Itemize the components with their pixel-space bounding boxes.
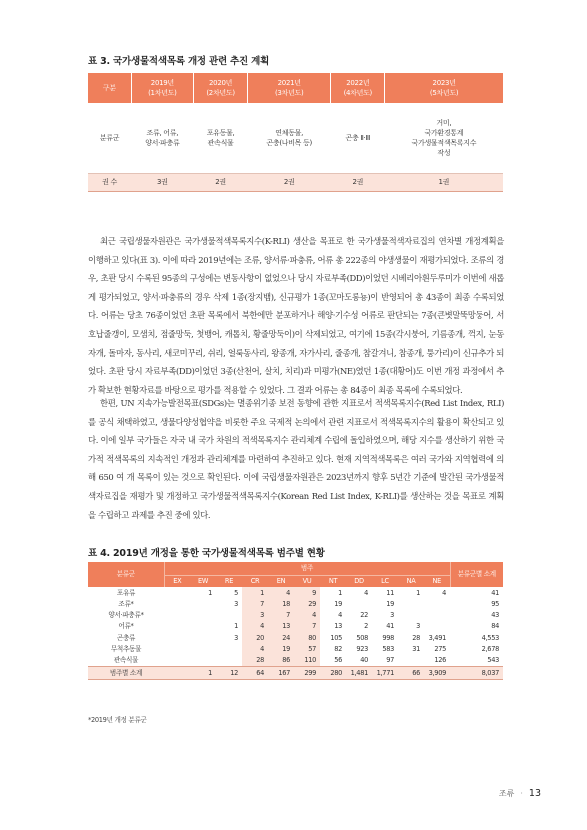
- category-header-ne: NE: [424, 575, 450, 587]
- value-cell: [164, 633, 190, 644]
- category-row-label: 분류군: [88, 103, 131, 173]
- table3-caption: [88, 53, 269, 67]
- value-cell: [164, 644, 190, 655]
- category-cell: [247, 103, 330, 173]
- value-cell: 4: [442, 589, 446, 598]
- row-label: 조류*: [118, 599, 134, 608]
- value-cell: [190, 621, 216, 632]
- value-cell: 4: [268, 587, 294, 598]
- year-text: 2023년: [432, 79, 456, 87]
- year-text: 2019년: [150, 79, 174, 87]
- value-cell: 18: [268, 598, 294, 609]
- value-cell: [190, 655, 216, 666]
- value-cell: [216, 644, 242, 655]
- status-table-subtotal-header: 분류군별 소계: [450, 562, 503, 587]
- value-cell: 28: [412, 633, 420, 642]
- value-cell: 31: [412, 645, 420, 654]
- value-cell: [216, 610, 242, 621]
- row-total: 2,678: [481, 645, 499, 654]
- value-cell: 110: [294, 655, 320, 666]
- value-cell: [164, 587, 190, 598]
- row-total: 4,553: [481, 633, 499, 642]
- count-cell: 3권: [131, 173, 194, 191]
- category-header-re: RE: [216, 575, 242, 587]
- value-cell: 29: [294, 598, 320, 609]
- table-row: [88, 587, 503, 598]
- value-cell: [398, 655, 424, 666]
- value-cell: [164, 655, 190, 666]
- cell-line: 연체동물,: [275, 128, 304, 137]
- value-cell: 1: [338, 589, 342, 598]
- value-cell: 5: [234, 589, 238, 598]
- plan-table-header-label: 구분: [88, 73, 131, 103]
- plan-table: [88, 73, 503, 192]
- status-table-header-row: [88, 562, 503, 575]
- row-label: 양서·파충류*: [108, 610, 144, 619]
- row-label: 관속식물: [113, 656, 139, 665]
- page-number: 13: [528, 788, 541, 799]
- value-cell: 57: [294, 644, 320, 655]
- value-cell: 19: [386, 599, 394, 608]
- plan-table-header-year: [385, 73, 503, 103]
- table-row: [88, 621, 503, 632]
- value-cell: 105: [330, 633, 342, 642]
- table3-caption-text: 국가생물적색목록 개정 관련 추진 계획: [113, 56, 270, 67]
- value-cell: [424, 610, 450, 621]
- value-cell: 80: [294, 633, 320, 644]
- row-total: 8,037: [450, 667, 503, 680]
- table-row: [88, 633, 503, 644]
- value-cell: 3: [416, 622, 420, 631]
- cell-line: 곤충 Ⅱ·Ⅲ: [345, 133, 370, 142]
- category-header-vu: VU: [294, 575, 320, 587]
- count-cell: 2권: [194, 173, 248, 191]
- cell-line: 국가환경통계: [424, 128, 464, 137]
- cell-line: 곤충(나비목 등): [266, 138, 312, 147]
- value-cell: 7: [268, 610, 294, 621]
- value-cell: 2: [364, 622, 368, 631]
- row-label: 어류*: [118, 622, 134, 631]
- year-text: 2022년: [346, 79, 370, 87]
- status-table-body: [88, 587, 503, 680]
- row-label: 포유류: [116, 589, 136, 598]
- value-cell: [190, 610, 216, 621]
- status-table: [88, 562, 503, 680]
- footer-section: 조류: [498, 789, 515, 798]
- value-cell: 3: [242, 610, 268, 621]
- value-cell: 41: [386, 622, 394, 631]
- value-cell: 9: [294, 587, 320, 598]
- phase-text: (4차년도): [343, 89, 372, 97]
- value-cell: 13: [334, 622, 342, 631]
- cell-line: 양서·파충류: [145, 138, 180, 147]
- row-label: 무척추동물: [110, 645, 142, 654]
- value-cell: 7: [294, 621, 320, 632]
- plan-table-header-row: [88, 73, 503, 103]
- category-cell: [194, 103, 248, 173]
- body-paragraph-1: 최근 국립생물자원관은 국가생물적색목록지수(K-RLI) 생산을 목표로 한 국가생물적색자료집의 연차별 개정계획을 이행하고 있다(표 3). 이에 따라 2019년에는 조류, 양서류·파충류, 어류 총 222종의 야생생물이 재평가되었다. 조류의 경우, 초판 당시 수록된 95종의 구성에는 변동사항이 없었으나 당시 자료부족(DD)이었던 시베리아흰두루미가 이번에 새롭게 평가되었고, 양서·파충류의 경우 삭제 1종(장지뱀), 신규평가 1종(꼬마도롱뇽)이 반영되어 총 43종이 최종 수록되었다. 어류는 당초 76종이었던 초판 목록에서 북한에만 분포하거나 해양·기수성 어류로 판단되는 7종(큰볏말뚝망둥어, 서호납줄갱이, 모샘치, 점줄망둑, 첫뱅어, 캐톱치, 황줄망둑이)이 삭제되었고, 여기에 15종(각시붕어, 기름종개, 꺽지, 눈동자개, 돌마자, 동사리, 새코미꾸리, 쉬리, 얼룩동사리, 왕종개, 자가사리, 줄종개, 참갈겨니, 참종개, 퉁가리)이 신규추가 되었다. 초판 당시 자료부족(DD)이었던 3종(산천어, 살치, 치리)과 미평가(NE)였던 1종(대황어)도 이번 개정 과정에서 추가 확보한 현황자료를 바탕으로 평가를 적용할 수 있었다. 그 결과 어류는 총 84종이 최종 목록에 수록되었다.: [88, 236, 504, 395]
- cell-line: 조류, 어류,: [146, 128, 179, 137]
- plan-table-header-year: [131, 73, 194, 103]
- value-cell: [164, 610, 190, 621]
- value-cell: 86: [268, 655, 294, 666]
- value-cell: 3: [390, 610, 394, 619]
- value-cell: [424, 598, 450, 609]
- value-cell: 126: [434, 656, 446, 665]
- table-row: [88, 644, 503, 655]
- value-cell: 7: [242, 598, 268, 609]
- category-header-dd: DD: [346, 575, 372, 587]
- value-cell: 299: [294, 667, 320, 680]
- value-cell: 4: [364, 589, 368, 598]
- category-cell: [331, 103, 385, 173]
- value-cell: 167: [268, 667, 294, 680]
- table-row: [88, 610, 503, 621]
- cell-line: 작성: [437, 148, 451, 157]
- value-cell: 998: [382, 633, 394, 642]
- table-row: [88, 598, 503, 609]
- value-cell: [164, 667, 190, 680]
- value-cell: 1,481: [346, 667, 372, 680]
- category-header-ew: EW: [190, 575, 216, 587]
- value-cell: 4: [294, 610, 320, 621]
- table4-caption-number: 표 4.: [88, 548, 110, 559]
- plan-table-count-row: [88, 173, 503, 191]
- plan-table-header-year: [247, 73, 330, 103]
- category-header-nt: NT: [320, 575, 346, 587]
- value-cell: 3,909: [424, 667, 450, 680]
- value-cell: 24: [268, 633, 294, 644]
- value-cell: 64: [242, 667, 268, 680]
- value-cell: 275: [434, 645, 446, 654]
- row-total: 95: [491, 599, 499, 608]
- value-cell: 1: [242, 587, 268, 598]
- value-cell: [164, 621, 190, 632]
- value-cell: 3: [234, 633, 238, 642]
- row-total: 84: [491, 622, 499, 631]
- value-cell: 19: [334, 599, 342, 608]
- value-cell: 4: [242, 621, 268, 632]
- plan-table-header-year: [331, 73, 385, 103]
- table4-caption-text: 2019년 개정을 통한 국가생물적색목록 범주별 현황: [113, 548, 325, 559]
- value-cell: 19: [268, 644, 294, 655]
- value-cell: 13: [268, 621, 294, 632]
- value-cell: [190, 644, 216, 655]
- category-header-en: EN: [268, 575, 294, 587]
- value-cell: 11: [386, 589, 394, 598]
- value-cell: 3: [234, 599, 238, 608]
- value-cell: [346, 598, 372, 609]
- phase-text: (5차년도): [429, 89, 459, 97]
- value-cell: 97: [386, 656, 394, 665]
- row-total: 43: [491, 610, 499, 619]
- phase-text: (2차년도): [206, 89, 235, 97]
- category-header-na: NA: [398, 575, 424, 587]
- plan-table-category-row: [88, 103, 503, 173]
- value-cell: 4: [338, 610, 342, 619]
- value-cell: 40: [360, 656, 368, 665]
- row-label: 범주별 소계: [88, 667, 164, 680]
- row-total: 41: [491, 589, 499, 598]
- footer-separator: ·: [520, 789, 523, 798]
- value-cell: [190, 633, 216, 644]
- table4-caption: [88, 545, 325, 559]
- value-cell: 22: [360, 610, 368, 619]
- value-cell: 923: [356, 645, 368, 654]
- value-cell: [398, 598, 424, 609]
- cell-line: 거미,: [436, 118, 452, 127]
- value-cell: [398, 610, 424, 621]
- cell-line: 포유동물,: [206, 128, 235, 137]
- status-table-category-group-header: 범주: [164, 562, 450, 575]
- category-header-lc: LC: [372, 575, 398, 587]
- count-row-label: 권 수: [88, 173, 131, 191]
- value-cell: [216, 655, 242, 666]
- table3-caption-number: 표 3.: [88, 56, 110, 67]
- row-label: 곤충류: [116, 633, 136, 642]
- count-cell: 2권: [247, 173, 330, 191]
- category-header-ex: EX: [164, 575, 190, 587]
- year-text: 2021년: [277, 79, 301, 87]
- value-cell: 56: [334, 656, 342, 665]
- cell-line: 관속식물: [207, 138, 234, 147]
- value-cell: 1: [208, 589, 212, 598]
- value-cell: 12: [216, 667, 242, 680]
- value-cell: 82: [334, 645, 342, 654]
- value-cell: [190, 598, 216, 609]
- value-cell: 3,491: [428, 633, 446, 642]
- phase-text: (3차년도): [274, 89, 304, 97]
- value-cell: 1,771: [372, 667, 398, 680]
- value-cell: 508: [356, 633, 368, 642]
- body-paragraph-2: 한편, UN 지속가능발전목표(SDGs)는 멸종위기종 보전 동향에 관한 지표로서 적색목록지수(Red List Index, RLI)를 공식 채택하였고, 생물다양성협약을 비롯한 주요 국제적 논의에서 관련 지표로서 적색목록지수의 활용이 확산되고 있다. 이에 일부 국가들은 자국 내 국가 차원의 적색목록지수 관리체계 수립에 돌입하였으며, 해당 지수를 생산하기 위한 국가적 적색목록의 지속적인 개정과 관리체계를 마련하여 추진하고 있다. 현재 지역적색목록은 여러 국가와 지역협력에 의해 650 여 개 목록이 있는 것으로 확인된다. 이에 국립생물자원관은 2023년까지 향후 5년간 기준에 발간된 국가생물적색자료집을 재평가 및 개정하고 국가생물적색목록지수(Korean Red List Index, K-RLI)를 생산하는 것을 목표로 계획을 수립하고 과제를 추진 중에 있다.: [88, 398, 504, 520]
- value-cell: [164, 598, 190, 609]
- category-header-cr: CR: [242, 575, 268, 587]
- table-row: [88, 655, 503, 666]
- row-total: 543: [487, 656, 499, 665]
- status-table-taxon-header: 분류군: [88, 562, 164, 587]
- table4-footnote: *2019년 개정 분류군: [88, 716, 147, 724]
- value-cell: 280: [320, 667, 346, 680]
- year-text: 2020년: [209, 79, 233, 87]
- value-cell: [424, 621, 450, 632]
- category-cell: [385, 103, 503, 173]
- value-cell: 1: [234, 622, 238, 631]
- value-cell: 28: [242, 655, 268, 666]
- cell-line: 국가생물적색목록지수: [411, 138, 477, 147]
- count-cell: 1권: [385, 173, 503, 191]
- value-cell: 1: [416, 589, 420, 598]
- value-cell: 1: [190, 667, 216, 680]
- phase-text: (1차년도): [148, 89, 177, 97]
- count-cell: 2권: [331, 173, 385, 191]
- value-cell: 66: [398, 667, 424, 680]
- total-row: [88, 667, 503, 680]
- page-footer: [499, 788, 541, 799]
- value-cell: 4: [242, 644, 268, 655]
- category-cell: [131, 103, 194, 173]
- value-cell: 583: [382, 645, 394, 654]
- value-cell: 20: [242, 633, 268, 644]
- plan-table-header-year: [194, 73, 248, 103]
